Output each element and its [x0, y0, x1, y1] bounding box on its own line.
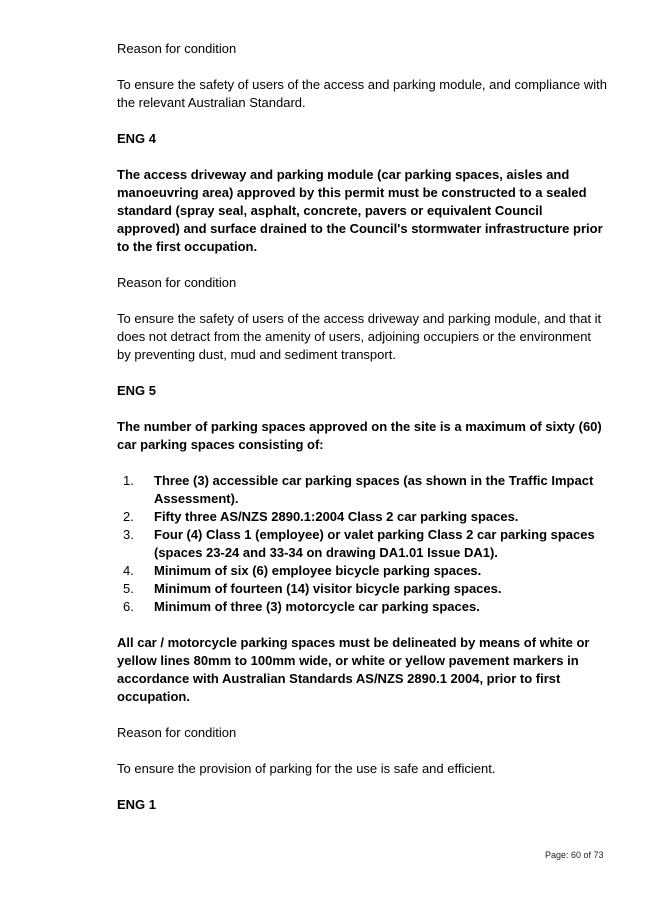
list-item-number: 2. [123, 509, 134, 524]
reason-text: To ensure the safety of users of the access and parking module, and compliance with the relevant Australian Standard. [117, 77, 607, 110]
condition-heading-eng1: ENG 1 [117, 797, 157, 812]
condition-heading-eng5: ENG 5 [117, 383, 157, 398]
list-item [117, 562, 607, 580]
document-page [117, 40, 607, 832]
condition-text-eng4: The access driveway and parking module (car parking spaces, aisles and manoeuvring area) approved by this permit must be constructed to a sealed standard (spray seal, asphalt, concrete, pavers or equivalent Council approved) and surface drained to the Council's stormwater infrastructure prior to the first occupation. [117, 167, 603, 254]
reason-text: To ensure the safety of users of the access driveway and parking module, and that it does not detract from the amenity of users, adjoining occupiers or the environment by preventing dust, mud and sediment transport. [117, 311, 602, 362]
list-item [117, 472, 607, 508]
condition-outro-eng5: All car / motorcycle parking spaces must be delineated by means of white or yellow lines 80mm to 100mm wide, or white or yellow pavement markers in accordance with Australian Standards AS/NZS 2890.1 2004, prior to first occupation. [117, 635, 590, 704]
list-item-text: Fifty three AS/NZS 2890.1:2004 Class 2 car parking spaces. [154, 509, 519, 524]
list-item-number: 4. [123, 563, 134, 578]
list-item-text: Three (3) accessible car parking spaces (as shown in the Traffic Impact Assessment). [154, 473, 594, 506]
list-item-text: Four (4) Class 1 (employee) or valet parking Class 2 car parking spaces (spaces 23-24 and 33-34 on drawing DA1.01 Issue DA1). [154, 527, 595, 560]
parking-spaces-list [117, 472, 607, 616]
list-item [117, 508, 607, 526]
page-number: Page: 60 of 73 [545, 850, 604, 860]
list-item-text: Minimum of fourteen (14) visitor bicycle parking spaces. [154, 581, 502, 596]
condition-intro-eng5: The number of parking spaces approved on the site is a maximum of sixty (60) car parking spaces consisting of: [117, 419, 602, 452]
list-item [117, 526, 607, 562]
list-item-text: Minimum of six (6) employee bicycle parking spaces. [154, 563, 482, 578]
list-item [117, 598, 607, 616]
list-item-number: 3. [123, 527, 134, 542]
reason-text: To ensure the provision of parking for the use is safe and efficient. [117, 761, 496, 776]
reason-heading: Reason for condition [117, 725, 237, 740]
list-item [117, 580, 607, 598]
condition-heading-eng4: ENG 4 [117, 131, 157, 146]
reason-heading: Reason for condition [117, 275, 237, 290]
list-item-number: 1. [123, 473, 134, 488]
list-item-number: 6. [123, 599, 134, 614]
list-item-number: 5. [123, 581, 134, 596]
reason-heading: Reason for condition [117, 41, 237, 56]
list-item-text: Minimum of three (3) motorcycle car parking spaces. [154, 599, 480, 614]
